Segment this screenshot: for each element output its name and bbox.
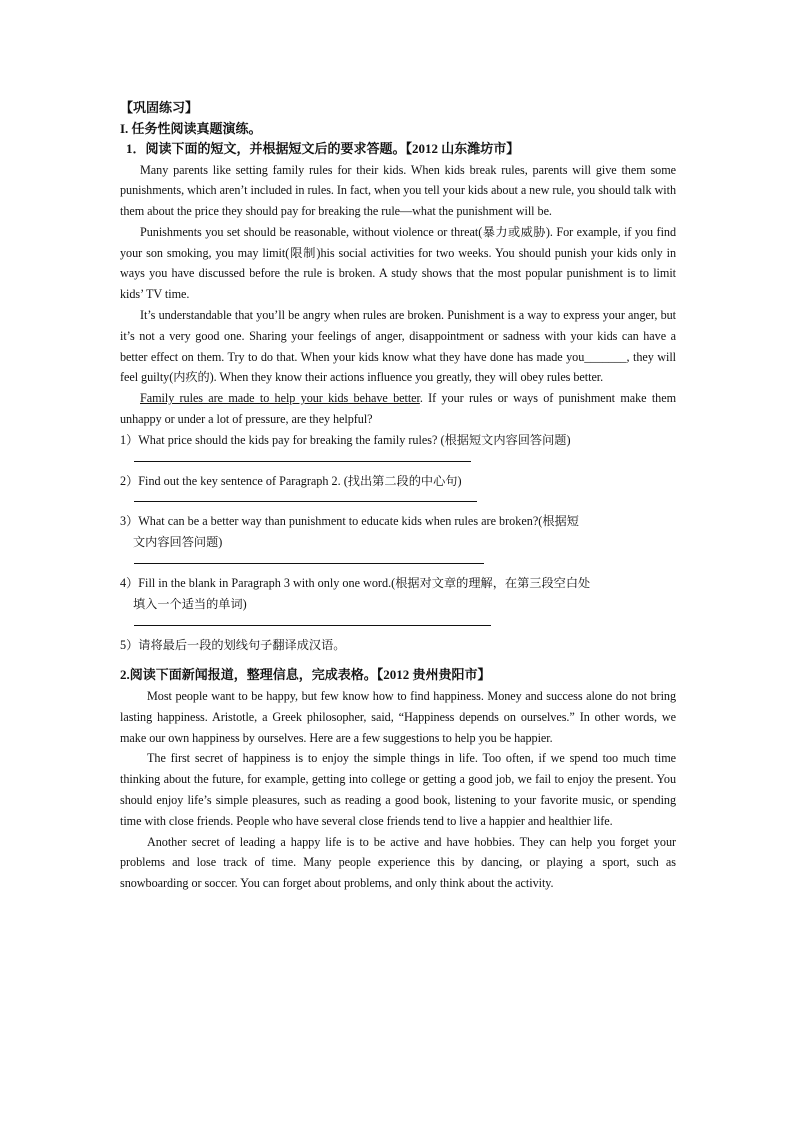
question-item-3 bbox=[120, 511, 676, 564]
underlined-sentence: Family rules are made to help your kids behave better bbox=[140, 391, 420, 406]
passage1-paragraph-2: Punishments you set should be reasonable, without violence or threat(暴力或威胁). For example, if you find your son smoking, you may limit(限制)his social activities for two weeks. You should punish your kids only in ways you have discussed before the rule is broken. A study shows that the most popular punishment is to limit kids’ TV time. bbox=[120, 224, 676, 302]
answer-line-2[interactable] bbox=[134, 501, 477, 502]
answer-line-3[interactable] bbox=[134, 563, 484, 564]
section-title: 【巩固练习】 bbox=[120, 100, 199, 115]
part-title: I. 任务性阅读真题演练。 bbox=[120, 120, 262, 136]
question2-heading: 2.阅读下面新闻报道，整理信息，完成表格。【2012 贵州贵阳市】 bbox=[120, 667, 491, 683]
paragraph-4-rest: . If your rules or ways of punishment make them unhappy or under a lot of pressure, are they helpful? bbox=[120, 391, 676, 427]
worksheet-content bbox=[120, 98, 676, 894]
question1-heading: 1．阅读下面的短文，并根据短文后的要求答题。【2012 山东潍坊市】 bbox=[126, 141, 520, 156]
passage2-paragraph-2: The first secret of happiness is to enjoy the simple things in life. Too often, if we spend too much time thinking about the future, for example, getting into college or getting a good job, we fail to enjoy the present. You should enjoy life’s simple pleasures, such as reading a good book, listening to your favorite music, or spending time with close friends. People who have several close friends tend to live a happier and healthier life. bbox=[120, 751, 676, 828]
passage2-paragraph-3: Another secret of leading a happy life is to be active and have hobbies. They can help you forget your problems and lose track of time. Many people experience this by dancing, or playing a sport, such as snowboarding or soccer. You can forget about problems, and only think about the activity. bbox=[120, 834, 676, 891]
question-3-text: 3）What can be a better way than punishment to educate kids when rules are broken?(根据短 bbox=[120, 514, 579, 529]
question-5-text: 5）请将最后一段的划线句子翻译成汉语。 bbox=[120, 637, 346, 652]
passage1-paragraph-1: Many parents like setting family rules for their kids. When kids break rules, parents will give them some punishments, which aren’t included in rules. In fact, when you tell your kids about a new rule, you should talk with them about the price they should pay for breaking the rule—what the punishment will be. bbox=[120, 162, 676, 219]
question-item-4 bbox=[120, 573, 676, 626]
question-3-continuation: 文内容回答问题) bbox=[133, 535, 223, 550]
question-item-5 bbox=[120, 635, 676, 656]
question-2-text: 2）Find out the key sentence of Paragraph 2. (找出第二段的中心句) bbox=[120, 473, 462, 488]
passage1-paragraph-3: It’s understandable that you’ll be angry when rules are broken. Punishment is a way to express your anger, but it’s not a very good one. Sharing your feelings of anger, disappointment or sadness with your kids can have a better effect on them. Try to do that. When your kids know what they have done has made you_______, they will feel guilty(内疚的). When they know their actions influence you greatly, they will obey rules better. bbox=[120, 308, 676, 385]
question-4-text: 4）Fill in the blank in Paragraph 3 with only one word.(根据对文章的理解，在第三段空白处 bbox=[120, 576, 591, 591]
answer-line-4[interactable] bbox=[134, 625, 491, 626]
passage2-paragraph-1: Most people want to be happy, but few know how to find happiness. Money and success alone do not bring lasting happiness. Aristotle, a Greek philosopher, said, “Happiness depends on ourselves.” In other words, we make our own happiness by ourselves. Here are a few suggestions to help you be happier. bbox=[120, 688, 676, 745]
passage1-paragraph-4 bbox=[120, 388, 676, 430]
question-1-text: 1）What price should the kids pay for breaking the family rules? (根据短文内容回答问题) bbox=[120, 432, 571, 447]
question-item-2 bbox=[120, 471, 676, 503]
answer-line-1[interactable] bbox=[134, 461, 471, 462]
question-item-1 bbox=[120, 430, 676, 462]
question-4-continuation: 填入一个适当的单词) bbox=[133, 596, 247, 611]
